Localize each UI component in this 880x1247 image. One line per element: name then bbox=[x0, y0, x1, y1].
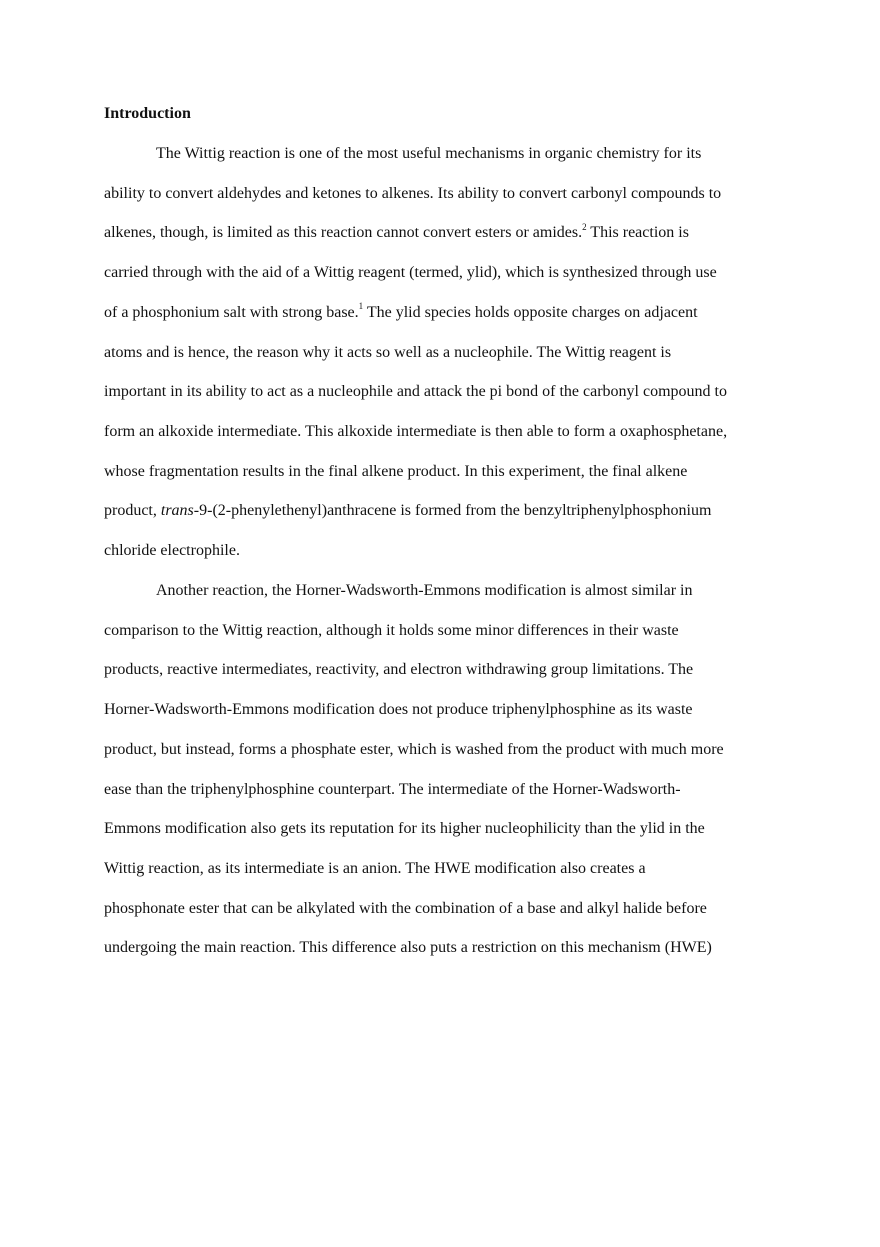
text-line bbox=[104, 213, 794, 253]
text-run: This reaction is bbox=[586, 224, 689, 242]
text-run: alkenes, though, is limited as this reaction cannot convert esters or amides. bbox=[104, 224, 583, 242]
text-line: carried through with the aid of a Wittig reagent (termed, ylid), which is synthesized through use bbox=[104, 264, 717, 282]
italic-term: trans bbox=[160, 502, 194, 520]
text-line: comparison to the Wittig reaction, although it holds some minor differences in their waste bbox=[104, 621, 679, 639]
text-line bbox=[104, 491, 794, 531]
text-line: chloride electrophile. bbox=[104, 542, 240, 560]
text-line: phosphonate ester that can be alkylated with the combination of a base and alkyl halide before bbox=[104, 899, 707, 917]
text-line: atoms and is hence, the reason why it acts so well as a nucleophile. The Wittig reagent is bbox=[104, 343, 672, 361]
section-heading: Introduction bbox=[104, 105, 191, 122]
citation-superscript: 1 bbox=[358, 301, 364, 312]
text-run: of a phosphonium salt with strong base. bbox=[104, 303, 359, 321]
text-line: The Wittig reaction is one of the most useful mechanisms in organic chemistry for its bbox=[156, 145, 702, 162]
paragraph-wittig bbox=[104, 134, 794, 571]
text-line: important in its ability to act as a nucleophile and attack the pi bond of the carbonyl compound to bbox=[104, 383, 727, 401]
text-line: Emmons modification also gets its reputation for its higher nucleophilicity than the ylid in the bbox=[104, 820, 705, 838]
text-run: The ylid species holds opposite charges on adjacent bbox=[363, 303, 698, 321]
text-line: ease than the triphenylphosphine counterpart. The intermediate of the Horner-Wadsworth- bbox=[104, 780, 681, 798]
text-line: Wittig reaction, as its intermediate is an anion. The HWE modification also creates a bbox=[104, 859, 646, 877]
text-line: form an alkoxide intermediate. This alkoxide intermediate is then able to form a oxaphosphetane, bbox=[104, 422, 728, 440]
text-line bbox=[104, 293, 794, 333]
text-line: whose fragmentation results in the final alkene product. In this experiment, the final alkene bbox=[104, 462, 688, 480]
text-run: product, bbox=[104, 502, 161, 520]
text-line: products, reactive intermediates, reactivity, and electron withdrawing group limitations. The bbox=[104, 661, 694, 679]
paragraph-hwe bbox=[104, 571, 794, 968]
text-line: product, but instead, forms a phosphate ester, which is washed from the product with much more bbox=[104, 740, 724, 758]
text-line: Horner-Wadsworth-Emmons modification does not produce triphenylphosphine as its waste bbox=[104, 701, 693, 719]
text-line: undergoing the main reaction. This difference also puts a restriction on this mechanism (HWE) bbox=[104, 939, 712, 957]
text-line: ability to convert aldehydes and ketones to alkenes. Its ability to convert carbonyl compounds to bbox=[104, 184, 722, 202]
text-line: Another reaction, the Horner-Wadsworth-Emmons modification is almost similar in bbox=[156, 582, 693, 599]
text-run: -9-(2-phenylethenyl)anthracene is formed from the benzyltriphenylphosphonium bbox=[193, 502, 712, 520]
citation-superscript: 2 bbox=[582, 222, 587, 233]
